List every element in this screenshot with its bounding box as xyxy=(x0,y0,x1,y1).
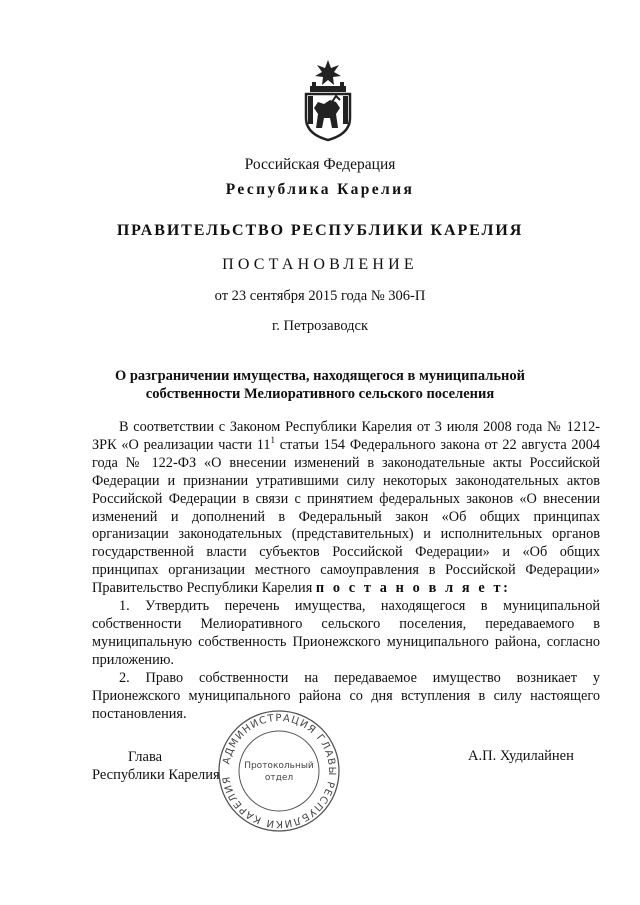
preamble-text-part-2: статьи 154 Федерального закона от 22 августа 2004 года № 122-ФЗ «О внесении изменений в законодательные акты Российской Федерации и признании утратившими силу некоторых законодательных актов Российской Федерации в связи с принятием федеральных законов «О внесении изменений и дополнений в Федеральный закон «Об общих принципах организации законодательных (представительных) и исполнительных органов государственной власти субъектов Российской Федерации» и «Об общих принципах организации местного самоуправления в Российской Федерации» Правительство Республики Карелия xyxy=(92,436,600,597)
signatory-title xyxy=(92,748,220,784)
document-body xyxy=(92,419,600,723)
government-title: ПРАВИТЕЛЬСТВО РЕСПУБЛИКИ КАРЕЛИЯ xyxy=(116,222,524,239)
document-subject xyxy=(0,367,640,403)
country-name: Российская Федерация xyxy=(244,156,396,173)
paragraph-preamble xyxy=(92,419,600,598)
paragraph-item-1: 1. Утвердить перечень имущества, находящегося в муниципальной собственности Мелиоративного сельского поселения, передаваемого в муниципальную собственность Прионежского муниципального района, согласно приложению. xyxy=(92,598,600,668)
document-type: ПОСТАНОВЛЕНИЕ xyxy=(222,256,418,273)
stamp-center-line-1: Протокольный xyxy=(244,761,314,771)
city: г. Петрозаводск xyxy=(271,318,369,334)
signatory-name: А.П. Худилайнен xyxy=(468,748,574,764)
official-stamp xyxy=(214,706,344,836)
stamp-center-line-2: отдел xyxy=(264,773,294,783)
preamble-text-part-1: В соответствии с Законом Республики Карелия от 3 июля 2008 года № 1212-ЗРК «О реализации части 11 xyxy=(92,419,600,453)
stamp-ring-text: АДМИНИСТРАЦИЯ ГЛАВЫ РЕСПУБЛИКИ КАРЕЛИЯ xyxy=(221,712,338,830)
superscript: 1 xyxy=(270,435,275,446)
decree-word: п о с т а н о в л я е т: xyxy=(315,580,511,597)
paragraph-item-2: 2. Право собственности на передаваемое имущество возникает у Прионежского муниципального района со дня вступления в силу настоящего постановления. xyxy=(92,669,600,722)
republic-name: Республика Карелия xyxy=(225,181,415,198)
signatory-title-line-1: Глава xyxy=(128,749,163,765)
subject-line-1: О разграничении имущества, находящегося в муниципальной xyxy=(114,368,526,384)
date-and-number: от 23 сентября 2015 года № 306-П xyxy=(214,288,426,304)
subject-line-2: собственности Мелиоративного сельского поселения xyxy=(145,386,495,402)
signatory-title-line-2: Республики Карелия xyxy=(92,767,220,783)
karelia-coat-of-arms-emblem xyxy=(296,58,360,142)
